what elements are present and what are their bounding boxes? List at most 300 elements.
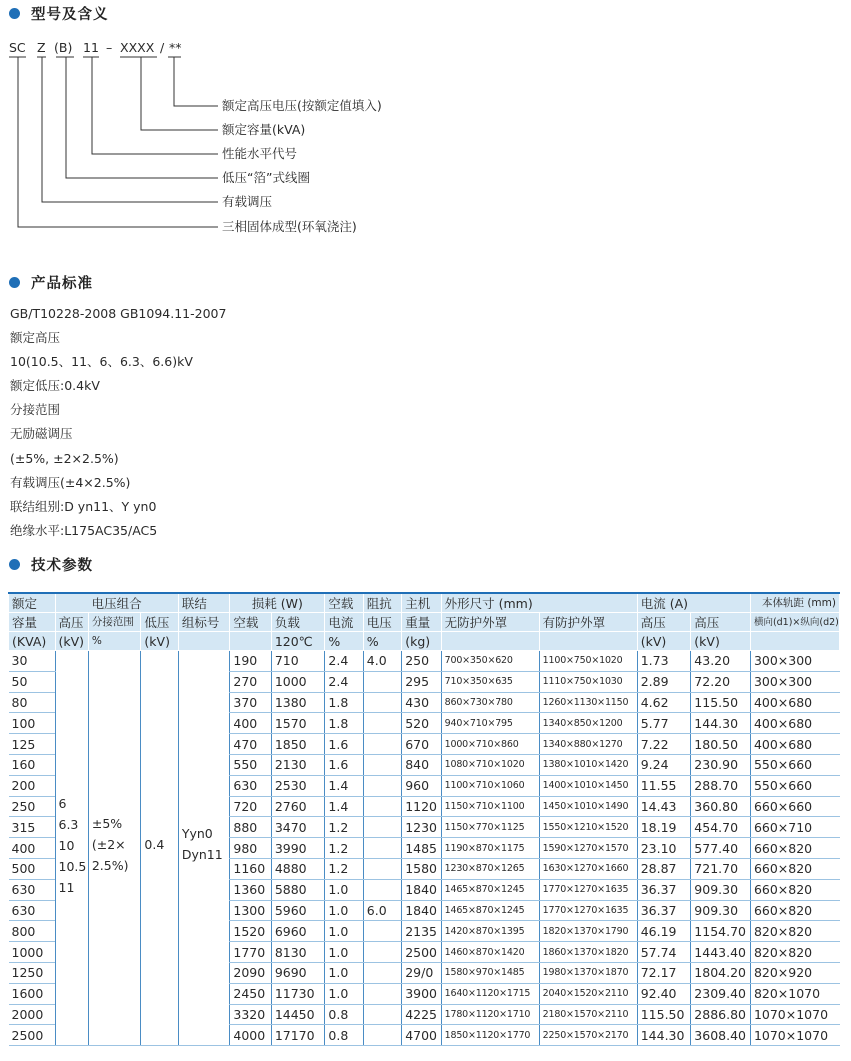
cell-capacity: 200 xyxy=(9,775,56,796)
cell-dim-no-enclosure: 1230×870×1265 xyxy=(441,858,539,879)
standard-line: 10(10.5、11、6、6.3、6.6)kV xyxy=(10,354,193,370)
spec-table xyxy=(8,592,840,1046)
cell-rail: 660×820 xyxy=(750,838,839,859)
cell-noload-current: 0.8 xyxy=(325,1025,363,1046)
cell-load-loss: 8130 xyxy=(271,942,325,963)
cell-rail: 660×710 xyxy=(750,817,839,838)
standard-line: 有载调压(±4×2.5%) xyxy=(10,474,131,490)
cell-capacity: 800 xyxy=(9,921,56,942)
cell-load-loss: 5960 xyxy=(271,900,325,921)
cell-current-hv: 11.55 xyxy=(637,775,691,796)
standard-line: GB/T10228-2008 GB1094.11-2007 xyxy=(10,306,227,321)
cell-impedance xyxy=(363,713,401,734)
cell-dim-with-enclosure: 1590×1270×1570 xyxy=(539,838,637,859)
legend-cast-resin: 三相固体成型(环氧浇注) xyxy=(222,219,357,234)
cell-capacity: 125 xyxy=(9,734,56,755)
cell-load-loss: 5880 xyxy=(271,879,325,900)
cell-noload-loss: 1770 xyxy=(230,942,271,963)
cell-dim-no-enclosure: 700×350×620 xyxy=(441,651,539,672)
cell-rail: 820×820 xyxy=(750,921,839,942)
cell-load-loss: 3470 xyxy=(271,817,325,838)
cell-weight: 1485 xyxy=(402,838,441,859)
cell-rail: 820×820 xyxy=(750,942,839,963)
th-kv-lv: (kV) xyxy=(141,632,178,651)
cell-weight: 1230 xyxy=(402,817,441,838)
cell-load-loss: 1850 xyxy=(271,734,325,755)
cell-current-lv: 1804.20 xyxy=(691,962,751,983)
legend-onload-tap: 有载调压 xyxy=(222,194,273,209)
cell-hv-merged-line: 10.5 xyxy=(58,859,87,874)
cell-rail: 1070×1070 xyxy=(750,1025,839,1046)
table-body xyxy=(9,651,840,1046)
cell-dim-with-enclosure: 1340×880×1270 xyxy=(539,734,637,755)
cell-rail: 400×680 xyxy=(750,734,839,755)
cell-load-loss: 3990 xyxy=(271,838,325,859)
standard-line: 绝缘水平:L175AC35/AC5 xyxy=(10,522,158,538)
cell-current-lv: 721.70 xyxy=(691,858,751,879)
cell-impedance: 4.0 xyxy=(363,651,401,672)
code-xxxx: XXXX xyxy=(120,40,155,55)
cell-dim-no-enclosure: 1465×870×1245 xyxy=(441,879,539,900)
code-slash: / xyxy=(160,40,165,55)
legend-foil-coil: 低压“箔”式线圈 xyxy=(222,170,310,185)
cell-capacity: 500 xyxy=(9,858,56,879)
cell-noload-loss: 2450 xyxy=(230,983,271,1004)
th-hv: 高压 xyxy=(55,613,88,632)
cell-capacity: 2000 xyxy=(9,1004,56,1025)
cell-hv-merged-line: 6.3 xyxy=(58,817,79,832)
cell-current-hv: 72.17 xyxy=(637,962,691,983)
model-code-diagram xyxy=(0,0,851,250)
cell-noload-current: 1.8 xyxy=(325,692,363,713)
cell-dim-with-enclosure: 1630×1270×1660 xyxy=(539,858,637,879)
th-noload-current: 空载 xyxy=(325,593,363,613)
code-b: (B) xyxy=(54,40,73,55)
cell-dim-with-enclosure: 1260×1130×1150 xyxy=(539,692,637,713)
cell-impedance xyxy=(363,942,401,963)
cell-noload-loss: 550 xyxy=(230,754,271,775)
th-kva: (KVA) xyxy=(9,632,56,651)
cell-noload-current: 1.0 xyxy=(325,983,363,1004)
cell-current-lv: 1154.70 xyxy=(691,921,751,942)
cell-current-hv: 46.19 xyxy=(637,921,691,942)
cell-weight: 840 xyxy=(402,754,441,775)
cell-load-loss: 4880 xyxy=(271,858,325,879)
cell-conn-merged-line: Dyn11 xyxy=(181,847,223,862)
cell-weight: 1840 xyxy=(402,900,441,921)
cell-current-lv: 454.70 xyxy=(691,817,751,838)
cell-load-loss: 1380 xyxy=(271,692,325,713)
cell-impedance xyxy=(363,838,401,859)
cell-capacity: 2500 xyxy=(9,1025,56,1046)
cell-current-hv: 36.37 xyxy=(637,879,691,900)
cell-noload-loss: 3320 xyxy=(230,1004,271,1025)
cell-rail: 660×820 xyxy=(750,900,839,921)
cell-current-hv: 9.24 xyxy=(637,754,691,775)
cell-noload-current: 1.0 xyxy=(325,962,363,983)
cell-dim-with-enclosure: 1110×750×1030 xyxy=(539,671,637,692)
cell-conn-merged-line: Yyn0 xyxy=(181,826,213,841)
cell-noload-loss: 4000 xyxy=(230,1025,271,1046)
cell-current-hv: 1.73 xyxy=(637,651,691,672)
cell-capacity: 160 xyxy=(9,754,56,775)
cell-impedance xyxy=(363,962,401,983)
cell-weight: 1120 xyxy=(402,796,441,817)
cell-capacity: 100 xyxy=(9,713,56,734)
cell-noload-current: 1.0 xyxy=(325,921,363,942)
cell-impedance xyxy=(363,858,401,879)
th-rail: 本体轨距 (mm) xyxy=(750,593,839,613)
cell-current-lv: 144.30 xyxy=(691,713,751,734)
cell-rail: 660×820 xyxy=(750,858,839,879)
section-standard xyxy=(9,272,93,292)
cell-dim-with-enclosure: 1380×1010×1420 xyxy=(539,754,637,775)
cell-current-hv: 57.74 xyxy=(637,942,691,963)
th-tap-range: 分接范围 xyxy=(88,613,141,632)
th-current: 电流 (A) xyxy=(637,593,750,613)
cell-current-hv: 14.43 xyxy=(637,796,691,817)
legend-performance: 性能水平代号 xyxy=(222,146,298,161)
section-title: 技术参数 xyxy=(31,557,93,574)
cell-dim-no-enclosure: 1465×870×1245 xyxy=(441,900,539,921)
cell-impedance xyxy=(363,671,401,692)
cell-impedance xyxy=(363,692,401,713)
cell-current-lv: 3608.40 xyxy=(691,1025,751,1046)
cell-weight: 2135 xyxy=(402,921,441,942)
cell-capacity: 1600 xyxy=(9,983,56,1004)
th-current-word: 电流 xyxy=(325,613,363,632)
cell-noload-current: 1.8 xyxy=(325,713,363,734)
cell-noload-loss: 370 xyxy=(230,692,271,713)
standard-line: 联结组别:D yn11、Y yn0 xyxy=(10,498,157,514)
cell-impedance xyxy=(363,734,401,755)
cell-dim-no-enclosure: 860×730×780 xyxy=(441,692,539,713)
cell-capacity: 30 xyxy=(9,651,56,672)
cell-dim-no-enclosure: 1150×770×1125 xyxy=(441,817,539,838)
bullet-icon xyxy=(9,559,20,570)
cell-lv-merged: 0.4 xyxy=(141,651,178,1046)
cell-dim-no-enclosure: 1460×870×1420 xyxy=(441,942,539,963)
cell-dim-no-enclosure: 1580×970×1485 xyxy=(441,962,539,983)
cell-load-loss: 1570 xyxy=(271,713,325,734)
th-kv-current-lv: (kV) xyxy=(691,632,751,651)
cell-dim-with-enclosure: 1450×1010×1490 xyxy=(539,796,637,817)
cell-rail: 300×300 xyxy=(750,671,839,692)
th-with-enclosure: 有防护外罩 xyxy=(539,613,637,632)
th-pct-tap: % xyxy=(88,632,141,651)
cell-rail: 820×1070 xyxy=(750,983,839,1004)
th-main: 主机 xyxy=(402,593,441,613)
th-lv: 低压 xyxy=(141,613,178,632)
cell-current-lv: 577.40 xyxy=(691,838,751,859)
cell-dim-no-enclosure: 940×710×795 xyxy=(441,713,539,734)
standard-line: (±5%, ±2×2.5%) xyxy=(10,450,119,466)
cell-current-lv: 230.90 xyxy=(691,754,751,775)
cell-capacity: 630 xyxy=(9,900,56,921)
cell-tap-merged xyxy=(88,651,141,1046)
cell-weight: 430 xyxy=(402,692,441,713)
cell-weight: 4700 xyxy=(402,1025,441,1046)
cell-dim-with-enclosure: 1980×1370×1870 xyxy=(539,962,637,983)
cell-capacity: 1000 xyxy=(9,942,56,963)
cell-impedance xyxy=(363,817,401,838)
th-no-enclosure: 无防护外罩 xyxy=(441,613,539,632)
cell-weight: 3900 xyxy=(402,983,441,1004)
cell-current-lv: 288.70 xyxy=(691,775,751,796)
standard-line: 分接范围 xyxy=(10,402,61,418)
cell-dim-with-enclosure: 1770×1270×1635 xyxy=(539,900,637,921)
cell-noload-loss: 190 xyxy=(230,651,271,672)
cell-hv-merged-line: 11 xyxy=(58,880,75,895)
code-stars: ** xyxy=(169,40,182,55)
cell-tap-merged-line: ±5% xyxy=(91,816,123,831)
cell-weight: 295 xyxy=(402,671,441,692)
th-load-loss: 负载 xyxy=(271,613,325,632)
cell-impedance xyxy=(363,1025,401,1046)
cell-weight: 1840 xyxy=(402,879,441,900)
cell-dim-with-enclosure: 1770×1270×1635 xyxy=(539,879,637,900)
cell-current-hv: 7.22 xyxy=(637,734,691,755)
cell-noload-current: 1.6 xyxy=(325,754,363,775)
cell-current-lv: 360.80 xyxy=(691,796,751,817)
cell-noload-current: 1.4 xyxy=(325,796,363,817)
section-params xyxy=(9,554,93,574)
th-temp: 120℃ xyxy=(271,632,325,651)
cell-dim-with-enclosure: 2180×1570×2110 xyxy=(539,1004,637,1025)
th-noload-loss: 空载 xyxy=(230,613,271,632)
cell-load-loss: 14450 xyxy=(271,1004,325,1025)
cell-dim-no-enclosure: 710×350×635 xyxy=(441,671,539,692)
th-loss: 损耗 (W) xyxy=(230,593,325,613)
cell-current-hv: 92.40 xyxy=(637,983,691,1004)
cell-current-hv: 115.50 xyxy=(637,1004,691,1025)
cell-hv-merged-line: 10 xyxy=(58,838,75,853)
cell-noload-current: 1.0 xyxy=(325,879,363,900)
th-empty-dim2 xyxy=(539,632,637,651)
cell-current-hv: 18.19 xyxy=(637,817,691,838)
cell-dim-no-enclosure: 1100×710×1060 xyxy=(441,775,539,796)
cell-current-hv: 2.89 xyxy=(637,671,691,692)
cell-rail: 660×820 xyxy=(750,879,839,900)
cell-rail: 820×920 xyxy=(750,962,839,983)
th-pct-current: % xyxy=(325,632,363,651)
th-rated: 额定 xyxy=(9,593,56,613)
cell-impedance xyxy=(363,754,401,775)
cell-dim-no-enclosure: 1850×1120×1770 xyxy=(441,1025,539,1046)
code-sc: SC xyxy=(9,40,26,55)
cell-hv-merged-line: 6 xyxy=(58,796,67,811)
th-kv-hv: (kV) xyxy=(55,632,88,651)
cell-rail: 550×660 xyxy=(750,775,839,796)
th-current-hv: 高压 xyxy=(637,613,691,632)
standard-line: 额定低压:0.4kV xyxy=(10,378,100,394)
code-11: 11 xyxy=(83,40,99,55)
cell-impedance xyxy=(363,879,401,900)
cell-dim-with-enclosure: 2040×1520×2110 xyxy=(539,983,637,1004)
table-header xyxy=(9,593,840,651)
cell-dim-no-enclosure: 1000×710×860 xyxy=(441,734,539,755)
cell-rail: 400×680 xyxy=(750,713,839,734)
cell-impedance xyxy=(363,1004,401,1025)
cell-current-hv: 23.10 xyxy=(637,838,691,859)
th-pct-impedance: % xyxy=(363,632,401,651)
cell-rail: 550×660 xyxy=(750,754,839,775)
cell-capacity: 630 xyxy=(9,879,56,900)
th-weight: 重量 xyxy=(402,613,441,632)
cell-load-loss: 6960 xyxy=(271,921,325,942)
cell-dim-with-enclosure: 1400×1010×1450 xyxy=(539,775,637,796)
cell-rail: 400×680 xyxy=(750,692,839,713)
th-empty-rail xyxy=(750,632,839,651)
cell-dim-no-enclosure: 1190×870×1175 xyxy=(441,838,539,859)
cell-noload-current: 2.4 xyxy=(325,651,363,672)
code-dash: – xyxy=(106,40,113,55)
cell-weight: 520 xyxy=(402,713,441,734)
cell-dim-no-enclosure: 1780×1120×1710 xyxy=(441,1004,539,1025)
cell-capacity: 1250 xyxy=(9,962,56,983)
cell-current-lv: 2886.80 xyxy=(691,1004,751,1025)
cell-noload-loss: 980 xyxy=(230,838,271,859)
cell-load-loss: 1000 xyxy=(271,671,325,692)
th-voltage-word: 电压 xyxy=(363,613,401,632)
cell-load-loss: 17170 xyxy=(271,1025,325,1046)
cell-current-lv: 1443.40 xyxy=(691,942,751,963)
cell-rail: 300×300 xyxy=(750,651,839,672)
cell-impedance: 6.0 xyxy=(363,900,401,921)
cell-capacity: 315 xyxy=(9,817,56,838)
cell-dim-with-enclosure: 1100×750×1020 xyxy=(539,651,637,672)
th-kg: (kg) xyxy=(402,632,441,651)
cell-noload-current: 1.0 xyxy=(325,900,363,921)
cell-load-loss: 710 xyxy=(271,651,325,672)
cell-dim-no-enclosure: 1080×710×1020 xyxy=(441,754,539,775)
cell-dim-no-enclosure: 1150×710×1100 xyxy=(441,796,539,817)
standard-list xyxy=(10,302,226,543)
cell-capacity: 80 xyxy=(9,692,56,713)
cell-weight: 960 xyxy=(402,775,441,796)
cell-current-lv: 2309.40 xyxy=(691,983,751,1004)
cell-capacity: 250 xyxy=(9,796,56,817)
cell-conn-merged xyxy=(178,651,230,1046)
cell-dim-no-enclosure: 1420×870×1395 xyxy=(441,921,539,942)
cell-noload-loss: 1360 xyxy=(230,879,271,900)
cell-load-loss: 2130 xyxy=(271,754,325,775)
cell-load-loss: 2530 xyxy=(271,775,325,796)
cell-dim-with-enclosure: 1550×1210×1520 xyxy=(539,817,637,838)
cell-current-lv: 72.20 xyxy=(691,671,751,692)
cell-dim-with-enclosure: 2250×1570×2170 xyxy=(539,1025,637,1046)
table-row xyxy=(9,651,840,672)
cell-load-loss: 2760 xyxy=(271,796,325,817)
cell-dim-no-enclosure: 1640×1120×1715 xyxy=(441,983,539,1004)
th-connection: 联结 xyxy=(178,593,230,613)
cell-noload-current: 1.4 xyxy=(325,775,363,796)
cell-dim-with-enclosure: 1860×1370×1820 xyxy=(539,942,637,963)
cell-hv-merged xyxy=(55,651,88,1046)
cell-current-lv: 115.50 xyxy=(691,692,751,713)
cell-impedance xyxy=(363,796,401,817)
section-title: 产品标准 xyxy=(31,275,93,292)
cell-current-hv: 144.30 xyxy=(637,1025,691,1046)
cell-impedance xyxy=(363,775,401,796)
cell-weight: 29/0 xyxy=(402,962,441,983)
cell-current-lv: 43.20 xyxy=(691,651,751,672)
cell-noload-loss: 630 xyxy=(230,775,271,796)
standard-line: 额定高压 xyxy=(10,330,61,346)
cell-noload-current: 1.2 xyxy=(325,817,363,838)
th-impedance: 阻抗 xyxy=(363,593,401,613)
cell-dim-with-enclosure: 1820×1370×1790 xyxy=(539,921,637,942)
cell-noload-loss: 1520 xyxy=(230,921,271,942)
cell-noload-current: 2.4 xyxy=(325,671,363,692)
th-empty-conn xyxy=(178,632,230,651)
cell-current-hv: 36.37 xyxy=(637,900,691,921)
cell-current-hv: 4.62 xyxy=(637,692,691,713)
cell-load-loss: 11730 xyxy=(271,983,325,1004)
cell-tap-merged-line: (±2× xyxy=(91,837,126,852)
th-capacity: 容量 xyxy=(9,613,56,632)
th-dimensions: 外形尺寸 (mm) xyxy=(441,593,637,613)
cell-noload-loss: 400 xyxy=(230,713,271,734)
cell-current-lv: 180.50 xyxy=(691,734,751,755)
cell-weight: 2500 xyxy=(402,942,441,963)
th-empty-noload xyxy=(230,632,271,651)
legend-rated-capacity: 额定容量(kVA) xyxy=(222,122,306,137)
cell-current-lv: 909.30 xyxy=(691,879,751,900)
cell-noload-loss: 2090 xyxy=(230,962,271,983)
cell-rail: 660×660 xyxy=(750,796,839,817)
cell-weight: 670 xyxy=(402,734,441,755)
cell-noload-loss: 270 xyxy=(230,671,271,692)
cell-noload-current: 1.2 xyxy=(325,838,363,859)
th-empty-dim1 xyxy=(441,632,539,651)
code-z: Z xyxy=(37,40,46,55)
th-kv-current-hv: (kV) xyxy=(637,632,691,651)
th-voltage-combo: 电压组合 xyxy=(55,593,178,613)
cell-impedance xyxy=(363,921,401,942)
cell-noload-loss: 880 xyxy=(230,817,271,838)
cell-noload-current: 1.6 xyxy=(325,734,363,755)
bullet-icon xyxy=(9,277,20,288)
cell-load-loss: 9690 xyxy=(271,962,325,983)
cell-current-hv: 5.77 xyxy=(637,713,691,734)
th-current-hv2: 高压 xyxy=(691,613,751,632)
cell-impedance xyxy=(363,983,401,1004)
cell-noload-current: 0.8 xyxy=(325,1004,363,1025)
cell-noload-loss: 1300 xyxy=(230,900,271,921)
cell-current-hv: 28.87 xyxy=(637,858,691,879)
cell-noload-current: 1.2 xyxy=(325,858,363,879)
th-rail-sub: 横向(d1)×纵向(d2) xyxy=(750,613,839,632)
cell-tap-merged-line: 2.5%) xyxy=(91,858,129,873)
cell-noload-loss: 720 xyxy=(230,796,271,817)
cell-rail: 1070×1070 xyxy=(750,1004,839,1025)
cell-capacity: 400 xyxy=(9,838,56,859)
cell-current-lv: 909.30 xyxy=(691,900,751,921)
cell-weight: 250 xyxy=(402,651,441,672)
th-conn-code: 组标号 xyxy=(178,613,230,632)
cell-noload-current: 1.0 xyxy=(325,942,363,963)
cell-weight: 4225 xyxy=(402,1004,441,1025)
cell-noload-loss: 1160 xyxy=(230,858,271,879)
cell-noload-loss: 470 xyxy=(230,734,271,755)
cell-capacity: 50 xyxy=(9,671,56,692)
legend-rated-voltage: 额定高压电压(按额定值填入) xyxy=(222,98,382,113)
standard-line: 无励磁调压 xyxy=(10,426,73,442)
cell-dim-with-enclosure: 1340×850×1200 xyxy=(539,713,637,734)
section-title: 型号及含义 xyxy=(31,6,109,23)
cell-weight: 1580 xyxy=(402,858,441,879)
